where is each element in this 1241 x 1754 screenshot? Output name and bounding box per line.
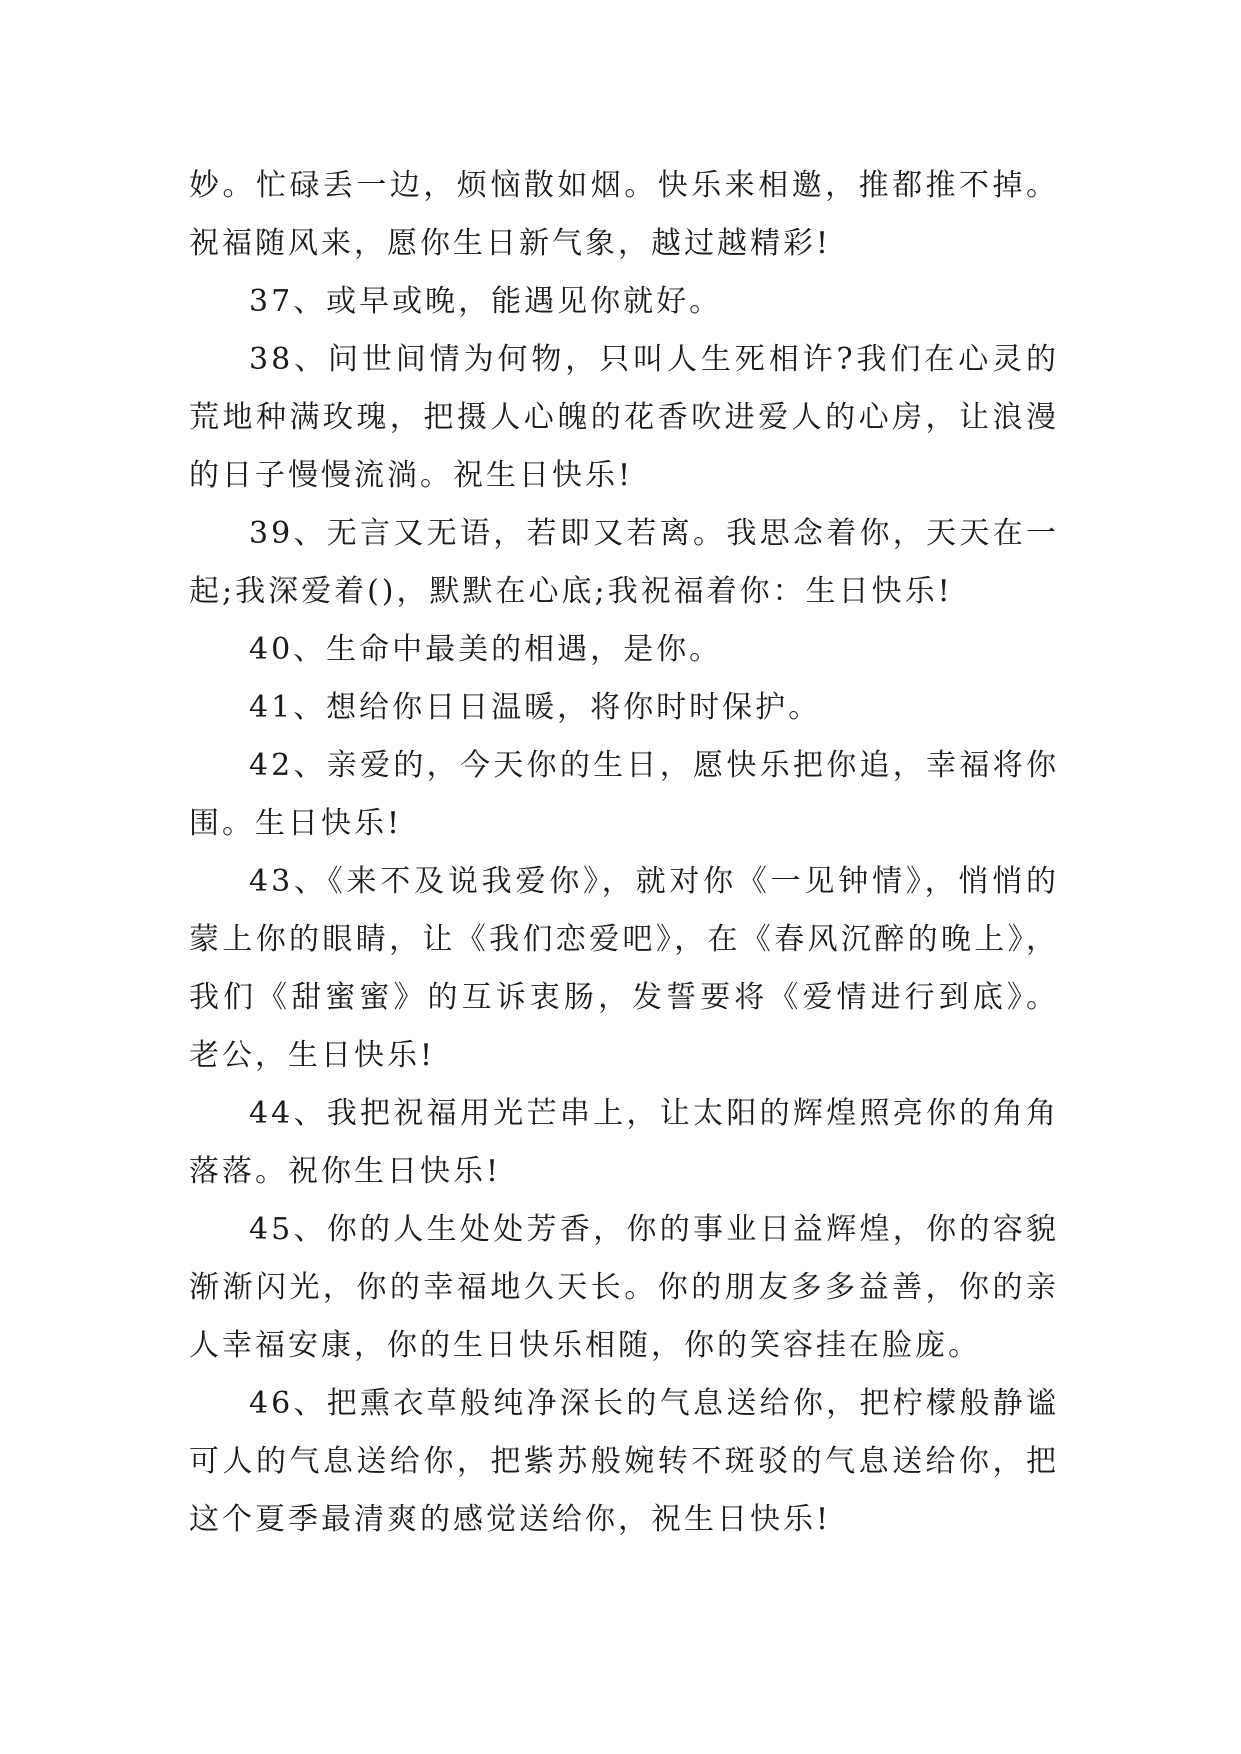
paragraph-39: 39、无言又无语，若即又若离。我思念着你，天天在一起;我深爱着()，默默在心底;我祝福着你：生日快乐! xyxy=(189,516,1059,609)
document-body xyxy=(189,157,1059,1549)
paragraph-43: 43、《来不及说我爱你》，就对你《一见钟情》，悄悄的蒙上你的眼睛，让《我们恋爱吧》，在《春风沉醉的晚上》，我们《甜蜜蜜》的互诉衷肠，发誓要将《爱情进行到底》。老公，生日快乐! xyxy=(189,864,1059,1073)
paragraph-45: 45、你的人生处处芳香，你的事业日益辉煌，你的容貌渐渐闪光，你的幸福地久天长。你的朋友多多益善，你的亲人幸福安康，你的生日快乐相随，你的笑容挂在脸庞。 xyxy=(189,1212,1059,1363)
paragraph-continuation: 妙。忙碌丢一边，烦恼散如烟。快乐来相邀，推都推不掉。祝福随风来，愿你生日新气象，越过越精彩! xyxy=(189,168,1059,261)
paragraph-41: 41、想给你日日温暖，将你时时保护。 xyxy=(249,690,822,725)
paragraph-42: 42、亲爱的，今天你的生日，愿快乐把你追，幸福将你围。生日快乐! xyxy=(189,748,1059,841)
paragraph-40: 40、生命中最美的相遇，是你。 xyxy=(249,632,723,667)
paragraph-46: 46、把熏衣草般纯净深长的气息送给你，把柠檬般静谧可人的气息送给你，把紫苏般婉转不斑驳的气息送给你，把这个夏季最清爽的感觉送给你，祝生日快乐! xyxy=(189,1386,1059,1537)
paragraph-44: 44、我把祝福用光芒串上，让太阳的辉煌照亮你的角角落落。祝你生日快乐! xyxy=(189,1096,1059,1189)
paragraph-37: 37、或早或晚，能遇见你就好。 xyxy=(249,284,723,319)
paragraph-38: 38、问世间情为何物，只叫人生死相许?我们在心灵的荒地种满玫瑰，把摄人心魄的花香吹进爱人的心房，让浪漫的日子慢慢流淌。祝生日快乐! xyxy=(189,342,1059,493)
